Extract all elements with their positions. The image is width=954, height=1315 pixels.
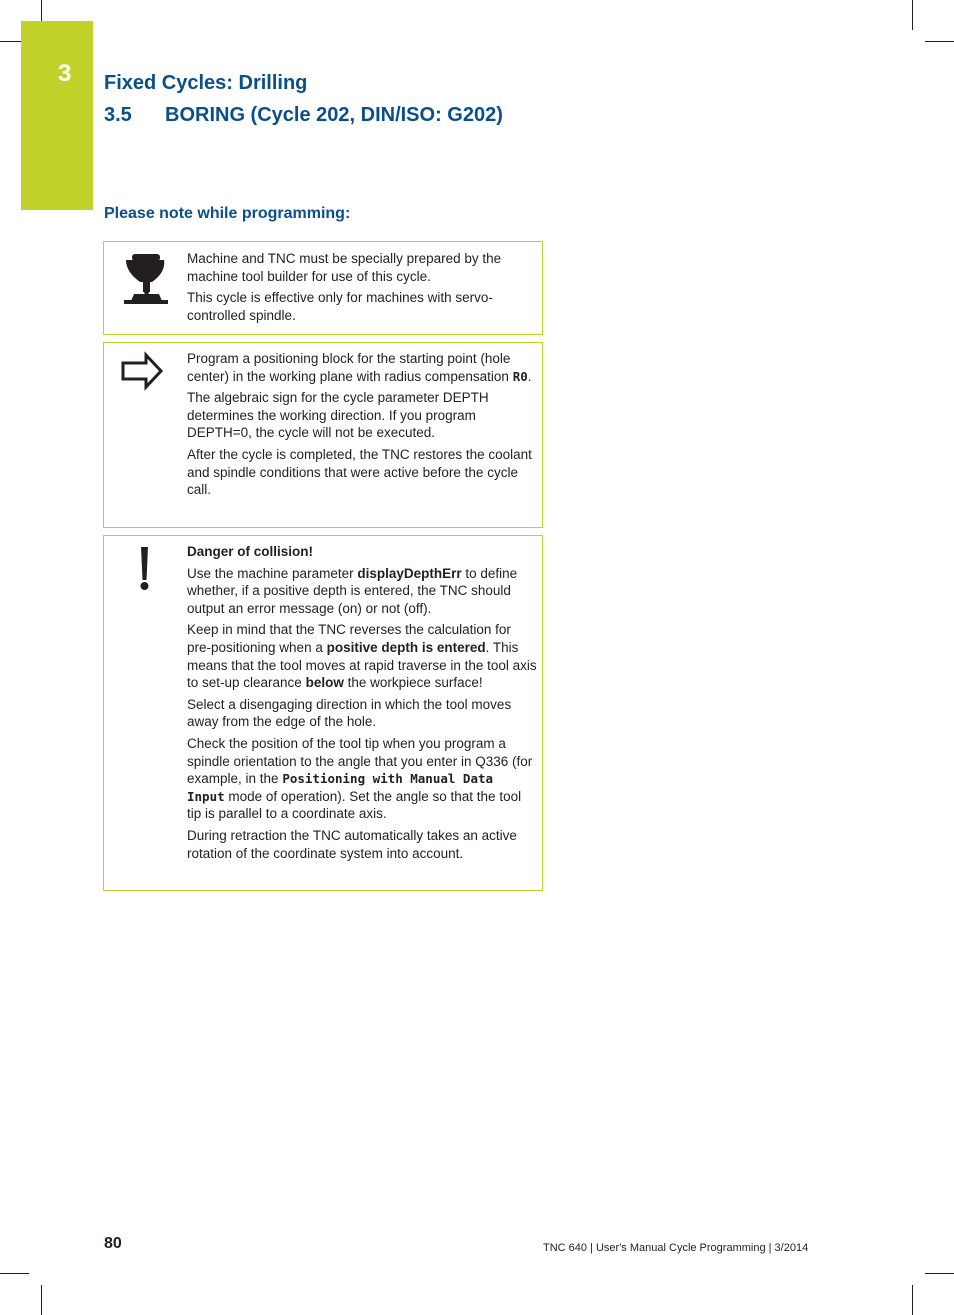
note-paragraph [187,621,537,691]
crop-mark [912,1285,913,1315]
crop-mark [912,0,913,30]
mode-name: Positioning with Manual Data Input [187,771,494,804]
arrow-right-icon [104,343,186,403]
note-paragraph: After the cycle is completed, the TNC restores the coolant and spindle conditions that were active before the cycle call. [187,446,532,498]
text-run: Program a positioning block for the starting point (hole center) in the working plane with radius compensation [187,351,513,384]
text-run: Keep in mind that the TNC reverses the calculation for pre-positioning when a [187,622,511,655]
text-run: . [527,368,532,384]
note-warning [103,535,543,891]
note-paragraph: This cycle is effective only for machines with servo-controlled spindle. [187,290,493,323]
chapter-title: Fixed Cycles: Drilling [104,72,308,94]
note-paragraph: Machine and TNC must be specially prepared by the machine tool builder for use of this cycle. [187,251,502,284]
note-paragraph [187,735,537,823]
text-run: to define whether, if a positive depth is entered, the TNC should output an error message (on) or not (off). [187,565,518,616]
section-number: 3.5 [104,104,132,126]
page-number: 80 [104,1235,122,1252]
note-paragraph [187,350,537,385]
code-term: R0 [512,368,528,384]
section-title: BORING (Cycle 202, DIN/ISO: G202) [165,104,503,126]
warning-title [187,543,537,561]
note-paragraph [187,565,537,618]
crop-mark [925,41,954,42]
machine-spindle-icon [104,242,186,334]
footer-text: TNC 640 | User's Manual Cycle Programming | 3/2014 [543,1242,809,1254]
section-heading [104,104,503,127]
note-paragraph: During retraction the TNC automatically takes an active rotation of the coordinate system into account. [187,827,517,861]
text-run: Use the machine parameter [187,565,358,581]
emphasis: positive depth is entered [326,639,486,655]
crop-mark [41,0,42,21]
chapter-number: 3 [58,60,72,87]
text-run: the workpiece surface! [343,675,483,691]
note-programming [103,342,543,528]
text-run: mode of operation). Set the angle so that the tool tip is parallel to a coordinate axis. [187,788,522,822]
note-machine [103,241,543,335]
text-run: . This means that the tool moves at rapid traverse in the tool axis to set-up clearance [187,639,537,691]
note-paragraph: The algebraic sign for the cycle parameter DEPTH determines the working direction. If you program DEPTH=0, the cycle will not be executed. [187,390,489,441]
warning-title-text: Danger of collision! [187,544,314,559]
note-paragraph: Select a disengaging direction in which the tool moves away from the edge of the hole. [187,696,512,730]
parameter-name: displayDepthErr [357,565,462,581]
subheading: Please note while programming: [104,205,351,222]
chapter-tab [21,21,93,210]
warning-exclamation-icon [104,536,186,606]
crop-mark [41,1285,42,1315]
crop-mark [925,1273,954,1274]
emphasis: below [305,675,344,691]
crop-mark [0,41,21,42]
crop-mark [0,1273,29,1274]
text-run: Check the position of the tool tip when you program a spindle orientation to the angle that you enter in Q336 (for example, in the [187,735,533,787]
